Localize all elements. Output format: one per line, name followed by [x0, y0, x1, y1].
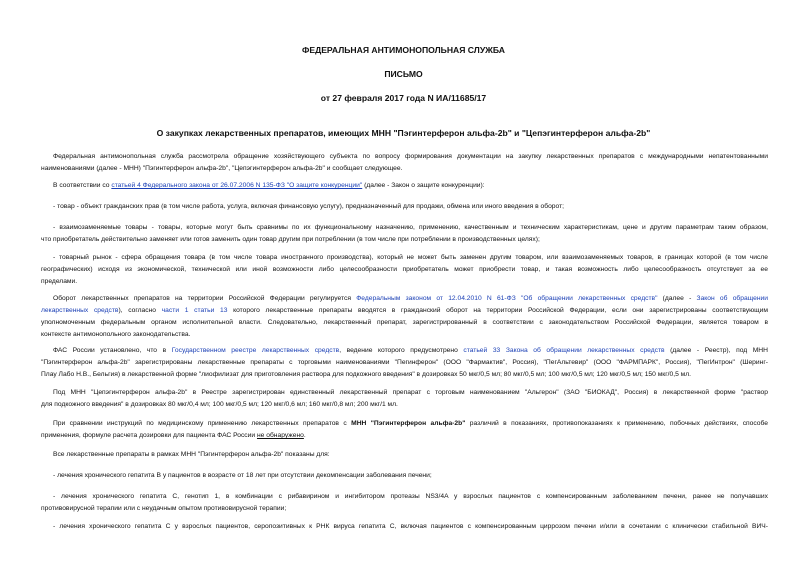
text-span: различий в показаниях, противопоказаниях к применению, побочных действиях, способе — [465, 420, 768, 427]
text-span: Оборот лекарственных препаратов на территории Российской Федерации регулируется — [53, 295, 357, 302]
underlined-not-found: не обнаружено — [256, 432, 304, 439]
paragraph-law-reference — [41, 180, 768, 192]
text-line: пределами. — [41, 278, 78, 285]
doc-type-heading: ПИСЬМО — [384, 69, 423, 79]
agency-heading: ФЕДЕРАЛЬНАЯ АНТИМОНОПОЛЬНАЯ СЛУЖБА — [302, 45, 505, 55]
text-line: Плау Лабо Н.В., Бельгия) в лекарственной форме "лиофилизат для приготовления раствора для подкожного введения" в дозировках 50 мкг/0,5 мл; 80 мкг/0,5 мл; 100 мкг/0,5 мл; 120 мкг/0,5 мл; 150 мкг/0,5 мл. — [41, 371, 692, 378]
law-link-short-cont[interactable]: лекарственных средств — [41, 307, 119, 314]
text-line: Федеральная антимонопольная служба рассмотрела обращение хозяйствующего субъекта по вопросу формирования документации на закупку лекарственных препаратов с международными непатентованными — [53, 153, 768, 160]
text-span: При сравнении инструкций по медицинскому применению лекарственных препаратов с — [53, 420, 352, 427]
text-line — [41, 305, 768, 317]
text-span: ), согласно — [118, 307, 162, 314]
text-span: (далее - Закон о защите конкуренции): — [362, 182, 485, 189]
paragraph-market-definition — [41, 252, 768, 288]
paragraph-hepatitis-b — [41, 470, 768, 482]
text-line: - лечения хронического гепатита С, генотип 1, в комбинации с рибавирином и ингибитором протеазы NS3/4A у взрослых пациентов с компенсированным заболеванием печени, ранее не получавших — [53, 493, 768, 500]
paragraph-intro — [41, 151, 768, 175]
text-line: - взаимозаменяемые товары - товары, которые могут быть сравнимы по их функциональному назначению, применению, качественным и техническим характеристикам, цене и другим параметрам таким образом, — [53, 224, 768, 231]
state-registry-link[interactable]: Государственном реестре лекарственных средств — [171, 347, 340, 354]
text-line — [41, 293, 768, 305]
paragraph-drug-circulation — [41, 293, 768, 341]
text-span: . — [303, 432, 306, 439]
article-13-link[interactable]: части 1 статьи 13 — [161, 307, 228, 314]
text-line — [41, 345, 768, 357]
text-line: - лечения хронического гепатита В у пациентов в возрасте от 18 лет при отсутствии декомпенсации заболевания печени; — [53, 472, 432, 479]
paragraph-cepeginterferon — [41, 387, 768, 411]
text-span: применения, формуле расчета дозировки для пациента ФАС России — [41, 432, 257, 439]
bold-inn: МНН "Пэгинтерферон альфа-2b" — [351, 420, 466, 427]
law-link-competition[interactable]: статьей 4 Федерального закона от 26.07.2006 N 135-ФЗ "О защите конкуренции" — [111, 182, 363, 189]
law-link-short[interactable]: Закон об обращении — [696, 295, 768, 302]
article-33-link[interactable]: статьей 33 Закона об обращении лекарственных средств — [463, 347, 665, 354]
text-line: что приобретатель действительно заменяет или готов заменить один товар другим при потреблении (в том числе при потреблении в производственных целях); — [41, 236, 540, 243]
text-line: противовирусной терапии или с неудачным опытом противовирусной терапии; — [41, 505, 287, 512]
paragraph-interchangeable-goods — [41, 222, 768, 246]
text-line: - товарный рынок - сфера обращения товара (в том числе товара иностранного производства), который не может быть заменен другим товаром, или взаимозаменяемых товаров, в границах которой (в том числе — [53, 254, 768, 261]
text-line: Все лекарственные препараты в рамках МНН "Пэгинтерферон альфа-2b" показаны для: — [53, 451, 330, 458]
law-link-drug-circulation[interactable]: Федеральным законом от 12.04.2010 N 61-ФЗ "Об обращении лекарственных средств" — [356, 295, 658, 302]
text-line: "Пэгинтерферон альфа-2b" зарегистрированы лекарственные препараты с торговыми наименованиями "Пегинферон" (ООО "Фармактив", Россия), "ПегАльтевир" (ООО "ФАРМПАРК", Россия), "ПегИнтрон" (Шеринг- — [41, 359, 768, 366]
date-number-heading: от 27 февраля 2017 года N ИА/11685/17 — [320, 93, 487, 103]
paragraph-registry — [41, 345, 768, 381]
subject-heading: О закупках лекарственных препаратов, имеющих МНН "Пэгинтерферон альфа-2b" и "Цепэгинтерферон альфа-2b" — [156, 128, 651, 138]
text-span: (далее - — [657, 295, 697, 302]
paragraph-hepatitis-c-genotype1 — [41, 491, 768, 515]
text-span: В соответствии со — [53, 182, 112, 189]
text-line: - лечения хронического гепатита С у взрослых пациентов, серопозитивных к РНК вируса гепатита С, включая пациентов с компенсированным циррозом печени и/или в сочетании с клинически стабильной ВИЧ- — [53, 523, 768, 530]
text-line — [41, 418, 768, 430]
text-span: которого лекарственные препараты вводятся в гражданский оборот на территории Российской Федерации, если они зарегистрированы соответствующим — [227, 307, 768, 314]
text-line: географических) исходя из экономической, технической или иной возможности либо целесообразности приобретатель может приобрести товар, и такая возможность либо целесообразность отсутствует за ее — [41, 266, 768, 273]
paragraph-indications-intro — [41, 449, 768, 461]
text-line — [41, 430, 768, 442]
paragraph-comparison — [41, 418, 768, 442]
text-span: , ведение которого предусмотрено — [339, 347, 464, 354]
text-line: Под МНН "Цепэгинтерферон альфа-2b" в Реестре зарегистрирован единственный лекарственный препарат с торговым наименованием "Альгерон" (ЗАО "БИОКАД", Россия) в лекарственной форме "раствор — [53, 389, 768, 396]
paragraph-hepatitis-c-adults — [41, 521, 768, 533]
text-line: наименованиями (далее - МНН) "Пэгинтерферон альфа-2b", "Цепэгинтерферон альфа-2b" и сообщает следующее. — [41, 165, 403, 172]
text-line — [41, 180, 768, 192]
text-line: - товар - объект гражданских прав (в том числе работа, услуга, включая финансовую услугу), предназначенный для продажи, обмена или иного введения в оборот; — [53, 203, 565, 210]
text-line: уполномоченным федеральным органом исполнительной власти. Следовательно, лекарственный препарат, зарегистрированный в соответствии с законодательством Российской Федерации, является товаром в — [41, 319, 768, 326]
text-line: для подкожного введения" в дозировках 80 мкг/0,4 мл; 100 мкг/0,5 мл; 120 мкг/0,6 мл; 160 мкг/0,8 мл; 200 мкг/1 мл. — [41, 401, 398, 408]
text-span: (далее - Реестр), под МНН — [664, 347, 768, 354]
paragraph-goods-definition — [41, 201, 768, 213]
text-line: контексте антимонопольного законодательства. — [41, 331, 191, 338]
text-span: ФАС России установлено, что в — [53, 347, 172, 354]
